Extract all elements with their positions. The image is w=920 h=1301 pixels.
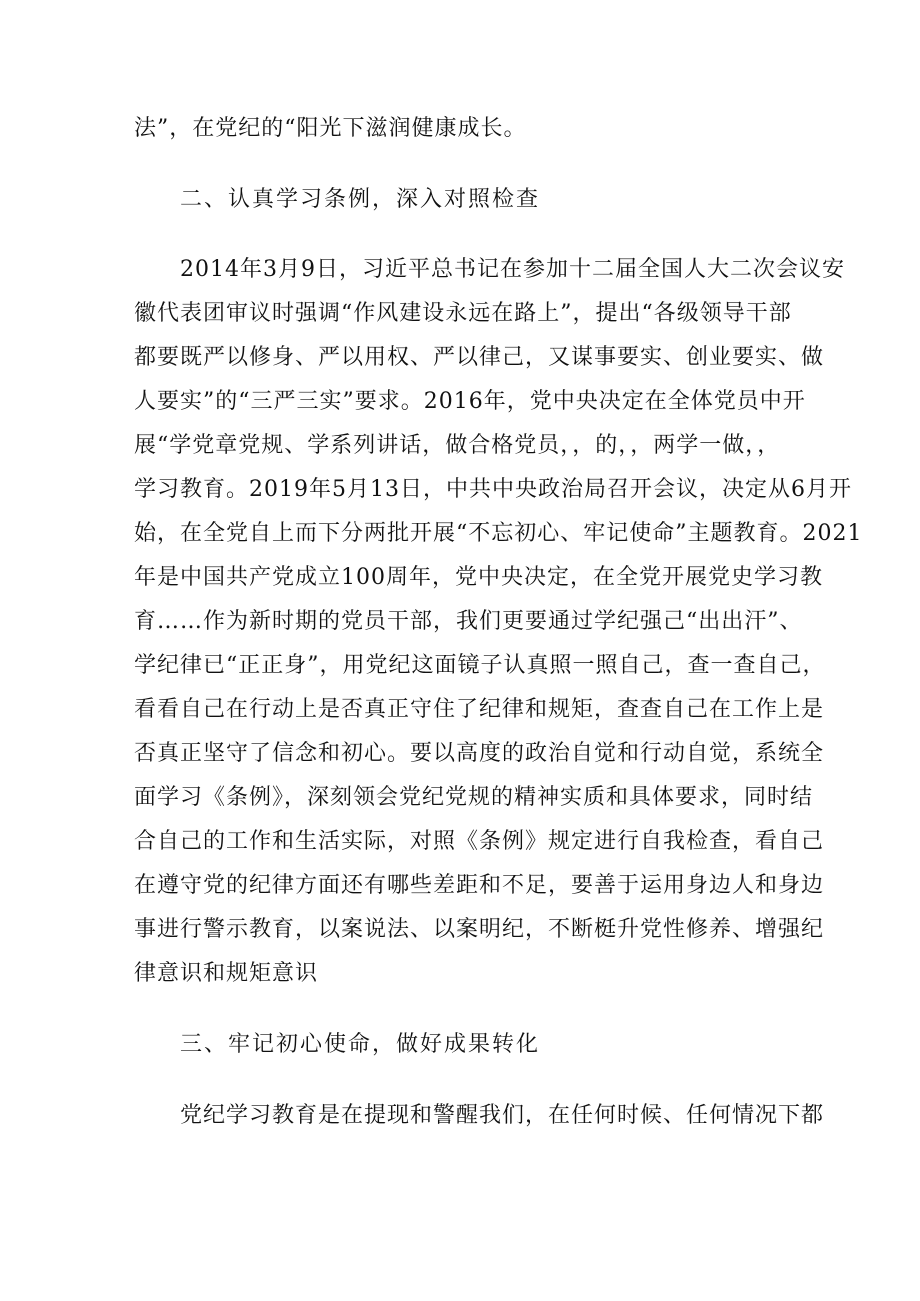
paragraph-line: 徽代表团审议时强调“作风建设永远在路上”，提出“各级领导干部 [134, 301, 792, 326]
paragraph-line: 律意识和规矩意识 [134, 961, 319, 986]
paragraph-line: 事进行警示教育，以案说法、以案明纪，不断梃升党性修养、增强纪 [134, 917, 825, 942]
intro-line: 法”，在党纪的“阳光下滋润健康成长。 [134, 116, 527, 141]
paragraph-line: 展“学党章党规、学系列讲话，做合格党员，，的，，两学一做，， [134, 433, 781, 458]
paragraph-line: 年是中国共产党成立100周年，党中央决定，在全党开展党史学习教 [134, 565, 823, 590]
paragraph-line: 党纪学习教育是在提现和警醒我们，在任何时候、任何情况下都 [180, 1103, 825, 1128]
paragraph-line: 始，在全党自上而下分两批开展“不忘初心、牢记使命”主题教育。2021 [134, 521, 863, 546]
paragraph-line: 学纪律已“正正身”，用党纪这面镜子认真照一照自己，查一查自己， [134, 653, 826, 678]
paragraph-line: 合自己的工作和生活实际，对照《条例》规定进行自我检查，看自己 [134, 829, 825, 854]
paragraph-line: 在遵守党的纪律方面还有哪些差距和不足，要善于运用身边人和身边 [134, 873, 825, 898]
section-2-heading: 二、认真学习条例，深入对照检查 [180, 187, 541, 212]
paragraph-line: 人要实”的“三严三实”要求。2016年，党中央决定在全体党员中开 [134, 389, 806, 414]
paragraph-line: 都要既严以修身、严以用权、严以律己，又谋事要实、创业要实、做 [134, 345, 825, 370]
section-3-heading: 三、牢记初心使命，做好成果转化 [180, 1032, 541, 1057]
paragraph-line: 育……作为新时期的党员干部，我们更要通过学纪强己“出出汗”、 [134, 609, 803, 634]
paragraph-line: 2014年3月9日，习近平总书记在参加十二届全国人大二次会议安 [180, 257, 845, 282]
paragraph-line: 看看自己在行动上是否真正守住了纪律和规矩，查查自己在工作上是 [134, 697, 825, 722]
paragraph-line: 面学习《条例》，深刻领会党纪党规的精神实质和具体要求，同时结 [134, 785, 814, 810]
paragraph-line: 否真正坚守了信念和初心。要以高度的政治自觉和行动自觉，系统全 [134, 741, 825, 766]
paragraph-line: 学习教育。2019年5月13日，中共中央政治局召开会议，决定从6月开 [134, 477, 852, 502]
